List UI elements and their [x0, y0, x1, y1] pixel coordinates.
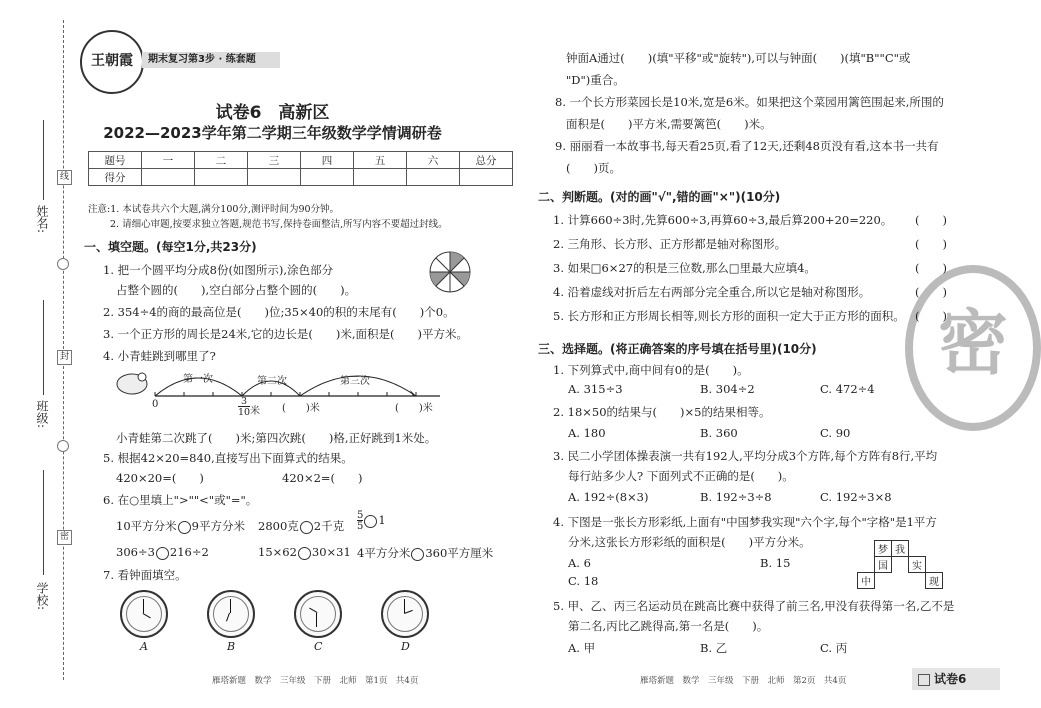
compare-circle[interactable] [178, 521, 191, 534]
choice-q4-line1: 4. 下图是一张长方形彩纸,上面有"中国梦我实现"六个字,每个"字格"是1平方 [553, 515, 937, 529]
minute-hand [230, 599, 231, 613]
judge-bracket[interactable]: ( ) [915, 237, 947, 251]
option: C. 90 [820, 426, 851, 440]
compare-right: 360平方厘米 [425, 546, 494, 560]
compare-circle[interactable] [364, 515, 377, 528]
option: B. 乙 [700, 641, 728, 655]
option: A. 192÷(8×3) [568, 490, 649, 504]
note-1: 注意:1. 本试卷共六个大题,满分100分,测评时间为90分钟。 [88, 204, 340, 215]
q1-line1: 1. 把一个圆平均分成8份(如图所示),涂色部分 [103, 263, 334, 277]
compare-item-1 [116, 518, 245, 534]
blank-meter-1: ( )米 [282, 403, 320, 414]
grid-cell: 梦 [875, 541, 892, 557]
compare-right: 30×31 [311, 545, 351, 559]
option: B. 360 [700, 426, 738, 440]
minute-hand [143, 599, 144, 613]
compare-left: 15×62 [258, 545, 297, 559]
seal-char: 封 [57, 350, 72, 365]
blank-meter-2: ( )米 [395, 403, 433, 414]
fraction-label [238, 396, 250, 418]
footer-right: 雁塔新题 数学 三年级 下册 北师 第2页 共4页 [640, 676, 847, 686]
seal-char: 密 [57, 530, 72, 545]
score-header: 一 [142, 152, 195, 169]
unit-meter: 米 [250, 406, 260, 417]
binding-hole [57, 258, 69, 270]
choice-q5-line1: 5. 甲、乙、丙三名运动员在跳高比赛中获得了前三名,甲没有获得第一名,乙不是 [553, 599, 955, 613]
compare-right: 216÷2 [169, 545, 209, 559]
q7: 7. 看钟面填空。 [103, 568, 187, 582]
q8-line1: 8. 一个长方形菜园长是10米,宽是6米。如果把这个菜园用篱笆围起来,所围的 [555, 95, 944, 109]
clock-b [207, 590, 255, 638]
note-2: 2. 请细心审题,按要求独立答题,规范书写,保持卷面整洁,所写内容不要超过封线。 [110, 219, 448, 230]
judge-bracket[interactable]: ( ) [915, 309, 947, 323]
judge-item-2: 2. 三角形、长方形、正方形都是轴对称图形。 [553, 237, 787, 251]
score-cell[interactable] [248, 169, 301, 186]
section-2-title: 二、判断题。(对的画"√",错的画"×")(10分) [538, 190, 781, 204]
score-row [89, 169, 513, 186]
compare-circle[interactable] [300, 521, 313, 534]
clock-label: B [227, 640, 236, 653]
step-banner: 期末复习第3步 · 练套题 [142, 52, 280, 68]
q6: 6. 在○里填上">""<"或"="。 [103, 493, 258, 507]
clock-label: D [401, 640, 410, 653]
choice-q4-line2: 分米,这张长方形彩纸的面积是( )平方分米。 [568, 535, 811, 549]
choice-q2: 2. 18×50的结果与( )×5的结果相等。 [553, 405, 771, 419]
section-1-title: 一、填空题。(每空1分,共23分) [84, 240, 257, 254]
choice-q5-line2: 第二名,丙比乙跳得高,第一名是( )。 [568, 619, 769, 633]
grid-cell: 中 [858, 573, 875, 589]
page-subtitle: 2022—2023学年第二学期三年级数学学情调研卷 [103, 124, 442, 142]
score-cell[interactable] [407, 169, 460, 186]
grid-cell: 国 [875, 557, 892, 573]
choice-q1: 1. 下列算式中,商中间有0的是( )。 [553, 363, 749, 377]
q9-line1: 9. 丽丽看一本故事书,每天看25页,看了12天,还剩48页没有看,这本书一共有 [555, 139, 939, 153]
compare-right: 2千克 [313, 519, 345, 533]
option: C. 18 [568, 574, 599, 588]
judge-item-5: 5. 长方形和正方形周长相等,则长方形的面积一定大于正方形的面积。 [553, 309, 905, 323]
compare-left: 2800克 [258, 519, 299, 533]
footer-left: 雁塔新题 数学 三年级 下册 北师 第1页 共4页 [212, 676, 419, 686]
frog-eye-icon [138, 373, 146, 381]
judge-item-1: 1. 计算660÷3时,先算600÷3,再算60÷3,最后算200+20=220。 [553, 213, 893, 227]
jump-label-1: 第一次 [183, 374, 213, 385]
compare-circle[interactable] [298, 547, 311, 560]
section-3-title: 三、选择题。(将正确答案的序号填在括号里)(10分) [538, 342, 817, 356]
compare-right: 1 [378, 513, 386, 527]
score-header: 四 [301, 152, 354, 169]
grid-cell: 现 [926, 573, 943, 589]
paper-badge: 试卷6 [912, 668, 1000, 690]
compare-circle[interactable] [411, 548, 424, 561]
jump-label-2: 第二次 [257, 376, 287, 387]
clock-label: C [314, 640, 323, 653]
score-cell[interactable] [460, 169, 513, 186]
q3: 3. 一个正方形的周长是24米,它的边长是( )米,面积是( )平方米。 [103, 327, 469, 341]
grid-cell: 实 [909, 557, 926, 573]
fraction-5-5 [357, 510, 363, 532]
score-cell[interactable] [301, 169, 354, 186]
score-header: 五 [354, 152, 407, 169]
q8-line2: 面积是( )平方米,需要篱笆( )米。 [566, 117, 772, 131]
option: B. 15 [760, 556, 791, 570]
compare-left: 4平方分米 [357, 546, 411, 560]
clock-d [381, 590, 429, 638]
page-title: 试卷6 高新区 [215, 103, 330, 123]
class-underline [43, 300, 44, 395]
score-header: 三 [248, 152, 301, 169]
school-label: 学校: [35, 582, 49, 611]
option: A. 180 [568, 426, 606, 440]
binding-hole [57, 440, 69, 452]
compare-item-5 [258, 545, 351, 560]
compare-circle[interactable] [156, 547, 169, 560]
judge-bracket[interactable]: ( ) [915, 285, 947, 299]
pie-dividers [430, 252, 470, 292]
option: A. 6 [568, 556, 591, 570]
clock-a [120, 590, 168, 638]
option: C. 472÷4 [820, 382, 875, 396]
q1-line2: 占整个圆的( ),空白部分占整个圆的( )。 [116, 283, 357, 297]
score-header: 题号 [89, 152, 142, 169]
name-label: 姓名: [35, 205, 49, 234]
option: B. 304÷2 [700, 382, 755, 396]
compare-item-4 [116, 545, 209, 560]
choice-q3-line1: 3. 民二小学团体操表演一共有192人,平均分成3个方阵,每个方阵有8行,平均 [553, 449, 938, 463]
brand-logo: 王朝霞 [80, 30, 144, 94]
score-header: 二 [195, 152, 248, 169]
score-cell[interactable] [142, 169, 195, 186]
judge-item-text: 4. 沿着虚线对折后左右两部分完全重合,所以它是轴对称图形。 [553, 285, 871, 299]
secret-watermark: 密 [905, 265, 1041, 431]
option: A. 315÷3 [568, 382, 623, 396]
option: A. 甲 [568, 641, 596, 655]
q9-line2: ( )页。 [566, 161, 621, 175]
school-underline [43, 470, 44, 575]
number-line-zero: 0 [152, 399, 159, 410]
q4-answer-line: 小青蛙第二次跳了( )米;第四次跳( )格,正好跳到1米处。 [116, 431, 437, 445]
fraction-numerator: 3 [241, 396, 248, 407]
score-header-row [89, 152, 513, 169]
q4: 4. 小青蛙跳到哪里了? [103, 349, 216, 363]
seal-char: 线 [57, 170, 72, 185]
minute-hand [404, 599, 405, 613]
score-row-label: 得分 [89, 169, 142, 186]
clock-label: A [140, 640, 148, 653]
q5-b: 420×2=( ) [282, 471, 363, 485]
judge-bracket[interactable]: ( ) [915, 213, 947, 227]
clock-c [294, 590, 342, 638]
option: B. 192÷3÷8 [700, 490, 772, 504]
score-header: 总分 [460, 152, 513, 169]
q2: 2. 354÷4的商的最高位是( )位;35×40的积的末尾有( )个0。 [103, 305, 455, 319]
judge-item-3: 3. 如果□6×27的积是三位数,那么□里最大应填4。 [553, 261, 816, 275]
fraction-denominator: 10 [238, 407, 251, 418]
option: C. 丙 [820, 641, 848, 655]
choice-q3-line2: 每行站多少人? 下面列式不正确的是( )。 [568, 469, 794, 483]
q7-cont-2: "D")重合。 [566, 73, 625, 87]
q7-cont-1: 钟面A通过( )(填"平移"或"旋转"),可以与钟面( )(填"B""C"或 [566, 51, 911, 65]
class-label: 班级: [35, 400, 49, 429]
score-cell[interactable] [195, 169, 248, 186]
compare-left: 10平方分米 [116, 519, 177, 533]
fraction-numerator: 5 [357, 510, 364, 521]
compare-item-6 [357, 545, 493, 561]
q5: 5. 根据42×20=840,直接写出下面算式的结果。 [103, 451, 353, 465]
grid-cell: 我 [892, 541, 909, 557]
pie-figure [428, 250, 472, 294]
compare-item-3 [357, 510, 386, 532]
fraction-denominator: 5 [357, 521, 364, 532]
judge-item-4 [553, 284, 870, 300]
compare-left: 306÷3 [116, 545, 155, 559]
compare-item-2 [258, 518, 344, 534]
score-cell[interactable] [354, 169, 407, 186]
judge-bracket[interactable]: ( ) [915, 261, 947, 275]
minute-hand [316, 613, 317, 627]
q5-a: 420×20=( ) [116, 471, 204, 485]
character-grid [857, 540, 943, 589]
score-header: 六 [407, 152, 460, 169]
jump-label-3: 第三次 [340, 376, 370, 387]
number-line-ticks [155, 392, 416, 396]
score-table [88, 151, 513, 186]
compare-right: 9平方分米 [191, 519, 245, 533]
option: C. 192÷3×8 [820, 490, 892, 504]
